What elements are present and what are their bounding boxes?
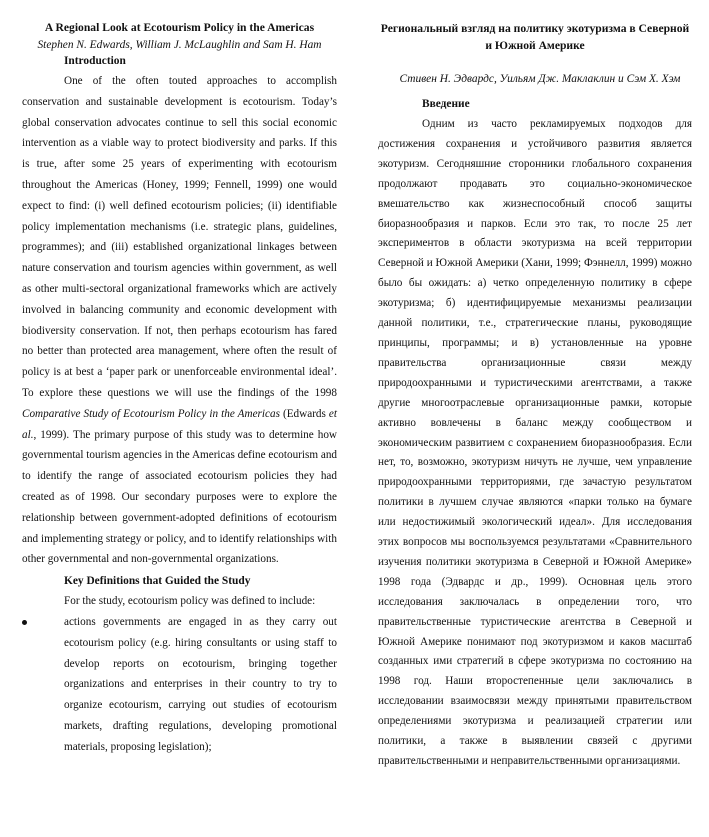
russian-column: [378, 0, 692, 772]
russian-intro-heading: Введение: [422, 98, 470, 110]
english-intro-paragraph: One of the often touted approaches to accomplish conservation and sustainable development is ecotourism. Today’s global conservation advocates continue to sell this social economic intervention as a viable way to protect biodiversity and parks. If this is true, after some 25 years of experimenting with ecotourism throughout the Americas (Honey, 1999; Fennell, 1999) one would expect to find: (i) well defined ecotourism policies; (ii) identifiable policy implementation mechanisms (i.e. strategic plans, guidelines, programmes); and (iii) established organizational linkages between nature conservation and tourism agencies within government, as well as other multi-sectoral organizational frameworks which are actively involved in balancing community and economic development with biodiversity conservation. If not, then perhaps ecotourism has fared no better than protected area management, where often the result of policy is at best a ‘paper park or unenforceable environmental ideal’. To explore these questions we will use the findings of the 1998 Comparative Study of Ecotourism Policy in the Americas (Edwards et al., 1999). The primary purpose of this study was to determine how governmental tourism agencies in the Americas define ecotourism and to identify the range of associated ecotourism policies they had created as of 1998. Our secondary purposes were to explore the relationship between government-adopted definitions of ecotourism and implementing strategy or policy, and to identify relationships with other governmental and non-governmental organizations.: [22, 75, 338, 566]
english-intro-heading: Introduction: [64, 55, 126, 67]
english-title: A Regional Look at Ecotourism Policy in the Americas: [44, 21, 315, 34]
russian-intro-paragraph: Одним из часто рекламируемых подходов для достижения сохранения и устойчивого развития является экотуризм. Сегодняшние сторонники глобального сохранения продолжают продавать это социально-экономическое вмешательство как жизнеспособный способ защиты биоразнообразия и парков. Если это так, то после 25 лет экспериментов в области экотуризма на всей территории Северной и Южной Америки (Хани, 1999; Фэннелл, 1999) можно было бы ожидать: а) четко определенную политику в сфере экотуризма; б) идентифицируемые механизмы реализации данной политики, т.е., стратегические планы, руководящие принципы, программы; и в) установленные на уровне правительства организационные связи между природоохранными и туристическими агентствами, а также другие многоотраслевые организационные рамки, которые активно вовлечены в баланс между сообществом и экономическим развитием с сохранением биоразнообразия. Если нет, то, возможно, экотуризм ничуть не лучше, чем управление природоохранными территориями, где зачастую результатом политики в лучшем случае являются «парки только на бумаге или недостижимый экологический идеал». Для исследования этих вопросов мы воспользуемся результатами «Сравнительного изучения политики экотуризма в Северной и Южной Америке» 1998 года (Эдвардс и др., 1999). Основная цель этого исследования заключалась в определении того, что правительственные туристические агентства в Северной и Южной Америке понимают под экотуризмом и каков масштаб созданных ими стратегий в сфере экотуризма по состоянию на 1998 год. Наши второстепенные цели заключались в исследовании взаимосвязи между принятыми правительством определениями экотуризма и реализацией стратегии или политики, а также в выявлении связей с другими правительственными и неправительственными организациями.: [378, 118, 692, 767]
key-definitions-intro: For the study, ecotourism policy was defined to include:: [64, 595, 316, 608]
bullet-text: actions governments are engaged in as they carry out ecotourism policy (e.g. hiring consultants or using staff to develop reports on ecotourism, bringing together organizations and enterprises in their country to try to organize ecotourism, carrying out studies of ecotourism markets, drafting regulations, developing promotional materials, proposing legislation);: [64, 615, 337, 753]
russian-authors: Стивен Н. Эдвардс, Уильям Дж. Маклаклин и Сэм Х. Хэм: [399, 73, 681, 85]
bullet-icon: [22, 620, 27, 625]
english-column: [22, 0, 337, 758]
english-authors: Stephen N. Edwards, William J. McLaughlin and Sam H. Ham: [37, 39, 322, 51]
policy-bullet-list: [22, 612, 337, 758]
key-definitions-heading: Key Definitions that Guided the Study: [64, 575, 251, 588]
list-item: [22, 612, 337, 758]
russian-title: Региональный взгляд на политику экотуризма в Северной и Южной Америке: [380, 22, 690, 52]
